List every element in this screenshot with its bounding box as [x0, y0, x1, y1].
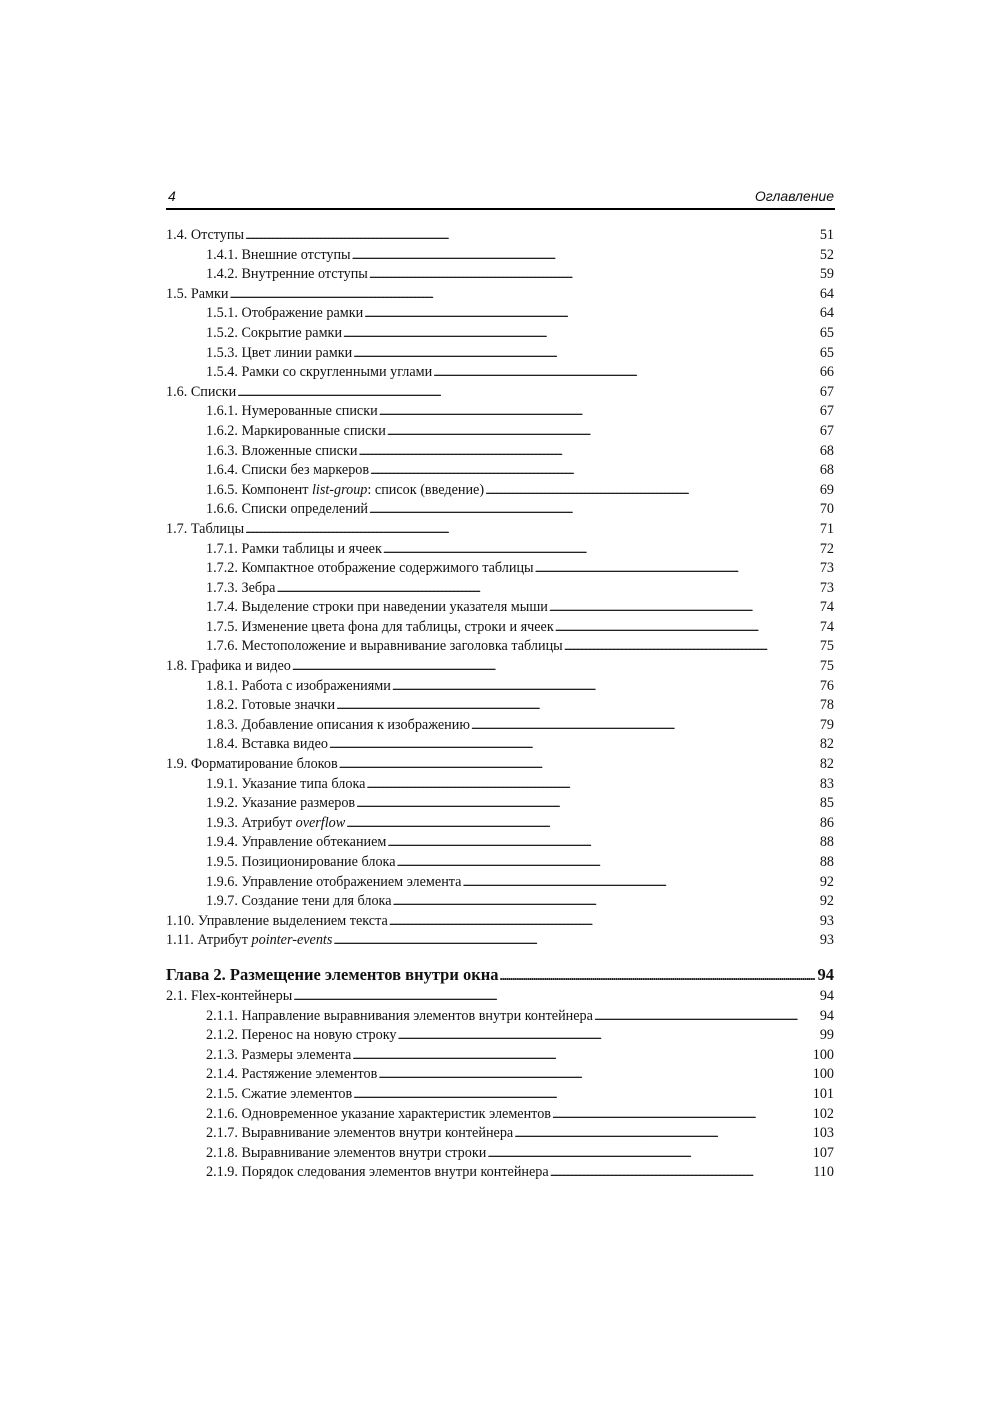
toc-entry: [166, 363, 834, 383]
toc-entry-label: 1.6.6. Списки определений: [206, 501, 369, 518]
toc-entry-label: 1.7.5. Изменение цвета фона для таблицы, строки и ячеек: [206, 618, 554, 635]
toc-entry: [166, 520, 834, 540]
leader-dots: [535, 559, 817, 579]
toc-entry: [166, 1007, 834, 1027]
toc-entry: [166, 696, 834, 716]
toc-entry: [166, 716, 834, 736]
toc-entry-label: 2.1.2. Перенос на новую строку: [206, 1027, 397, 1044]
toc-entry: [166, 987, 834, 1007]
toc-entry-label: 1.5.1. Отображение рамки: [206, 305, 364, 322]
toc-entry-page: 88: [819, 834, 834, 851]
toc-entry-page: 93: [819, 932, 834, 949]
toc-entry: [166, 677, 834, 697]
toc-entry-page: 71: [819, 520, 834, 537]
toc-chapter-page: 94: [817, 964, 834, 984]
table-of-contents: [166, 226, 834, 1183]
toc-entry-page: 85: [819, 795, 834, 812]
leader-dots: [293, 987, 817, 1007]
toc-entry-label: 1.9.2. Указание размеров: [206, 795, 356, 812]
toc-entry-label: 1.9.7. Создание тени для блока: [206, 893, 392, 910]
toc-entry-label: 1.9.5. Позиционирование блока: [206, 854, 396, 870]
toc-entry-page: 75: [819, 658, 834, 675]
leader-dots: [245, 520, 817, 540]
toc-entry-label: 1.9.1. Указание типа блока: [206, 775, 366, 792]
toc-entry-page: 75: [819, 638, 834, 655]
toc-entry-label: 1.9.3. Атрибут overflow: [206, 814, 346, 831]
leader-dots: [397, 853, 817, 873]
toc-entry-label: 1.8.2. Готовые значки: [206, 697, 336, 714]
leader-dots: [339, 755, 817, 775]
toc-entry-page: 74: [819, 618, 834, 635]
leader-dots: [499, 963, 814, 988]
toc-entry-page: 99: [819, 1027, 834, 1044]
toc-chapter-entry: [166, 963, 834, 987]
leader-dots: [370, 461, 817, 481]
toc-entry-page: 67: [819, 383, 834, 400]
toc-entry: [166, 481, 834, 501]
running-title: Оглавление: [754, 188, 834, 204]
toc-entry: [166, 285, 834, 305]
toc-entry-page: 88: [819, 854, 834, 870]
toc-entry: [166, 1144, 834, 1164]
leader-dots: [433, 363, 817, 383]
toc-entry-page: 59: [819, 266, 834, 283]
toc-entry-label: 1.6.3. Вложенные списки: [206, 442, 358, 459]
leader-dots: [369, 265, 817, 285]
leader-dots: [564, 637, 817, 657]
toc-entry-label: 2.1.3. Размеры элемента: [206, 1046, 352, 1063]
toc-entry: [166, 657, 834, 677]
toc-entry-page: 93: [819, 912, 834, 929]
toc-entry: [166, 540, 834, 560]
toc-entry: [166, 500, 834, 520]
toc-entry: [166, 304, 834, 324]
page-header: [166, 186, 835, 210]
toc-entry-label: 1.4.2. Внутренние отступы: [206, 266, 368, 283]
leader-dots: [393, 892, 817, 912]
toc-entry-label: 1.9.6. Управление отображением элемента: [206, 873, 462, 890]
toc-entry: [166, 1046, 834, 1066]
toc-entry-label: 1.5.2. Сокрытие рамки: [206, 324, 343, 341]
leader-dots: [514, 1124, 809, 1144]
toc-entry-page: 94: [819, 1007, 834, 1024]
toc-entry-page: 67: [819, 422, 834, 439]
leader-dots: [471, 716, 817, 736]
toc-entry-label: 2.1.7. Выравнивание элементов внутри контейнера: [206, 1125, 514, 1142]
toc-entry: [166, 1065, 834, 1085]
page-number: 4: [168, 188, 176, 204]
toc-entry-page: 92: [819, 893, 834, 910]
toc-entry-label: 2.1.4. Растяжение элементов: [206, 1066, 378, 1083]
leader-dots: [346, 814, 817, 834]
leader-dots: [550, 1163, 811, 1183]
toc-entry: [166, 461, 834, 481]
toc-entry: [166, 618, 834, 638]
toc-entry: [166, 422, 834, 442]
toc-entry: [166, 344, 834, 364]
toc-entry-label: 1.7. Таблицы: [166, 520, 245, 537]
leader-dots: [353, 344, 817, 364]
toc-entry: [166, 637, 834, 657]
toc-entry-label: 1.8.4. Вставка видео: [206, 736, 329, 753]
leader-dots: [387, 422, 817, 442]
leader-dots: [552, 1105, 810, 1125]
toc-entry-page: 103: [812, 1125, 834, 1142]
toc-entry-label: 1.9. Форматирование блоков: [166, 756, 338, 773]
toc-entry: [166, 1105, 834, 1125]
toc-entry: [166, 912, 834, 932]
leader-dots: [353, 1085, 810, 1105]
toc-entry-page: 101: [812, 1085, 834, 1102]
leader-dots: [383, 540, 817, 560]
toc-entry-page: 64: [819, 305, 834, 322]
toc-entry-page: 74: [819, 599, 834, 616]
toc-entry-page: 100: [812, 1046, 834, 1063]
toc-entry: [166, 735, 834, 755]
toc-entry-label: 2.1.1. Направление выравнивания элементов внутри контейнера: [206, 1007, 593, 1024]
toc-entry-page: 76: [819, 677, 834, 694]
toc-entry-page: 51: [819, 227, 834, 243]
toc-entry-page: 65: [819, 324, 834, 341]
leader-dots: [379, 402, 817, 422]
leader-dots: [378, 1065, 809, 1085]
toc-entry-label: 2.1. Flex-контейнеры: [166, 987, 293, 1004]
toc-entry-label: 2.1.9. Порядок следования элементов внутри контейнера: [206, 1164, 549, 1181]
toc-entry-page: 73: [819, 560, 834, 577]
leader-dots: [245, 226, 817, 246]
toc-entry-page: 92: [819, 873, 834, 890]
toc-entry-page: 68: [819, 442, 834, 459]
leader-dots: [352, 1046, 809, 1066]
toc-entry-page: 68: [819, 462, 834, 479]
leader-dots: [352, 246, 817, 266]
toc-chapter-label: Глава 2. Размещение элементов внутри окна: [166, 964, 499, 984]
toc-entry-page: 52: [819, 246, 834, 263]
toc-entry-label: 1.10. Управление выделением текста: [166, 912, 388, 929]
toc-entry: [166, 931, 834, 951]
leader-dots: [485, 481, 817, 501]
toc-entry-page: 94: [819, 987, 834, 1004]
toc-entry: [166, 402, 834, 422]
toc-entry: [166, 383, 834, 403]
toc-entry: [166, 833, 834, 853]
toc-entry-label: 1.4. Отступы: [166, 227, 244, 243]
toc-entry-page: 78: [819, 697, 834, 714]
toc-entry: [166, 265, 834, 285]
toc-entry: [166, 775, 834, 795]
toc-entry: [166, 442, 834, 462]
toc-entry: [166, 814, 834, 834]
leader-dots: [336, 696, 817, 716]
toc-entry-page: 82: [819, 756, 834, 773]
toc-entry-label: 1.4.1. Внешние отступы: [206, 246, 351, 263]
toc-entry-page: 73: [819, 579, 834, 596]
toc-entry-page: 65: [819, 344, 834, 361]
toc-entry: [166, 226, 834, 246]
toc-entry-label: 2.1.8. Выравнивание элементов внутри строки: [206, 1144, 487, 1161]
toc-entry: [166, 598, 834, 618]
leader-dots: [366, 775, 816, 795]
leader-dots: [329, 735, 817, 755]
leader-dots: [292, 657, 817, 677]
leader-dots: [237, 383, 817, 403]
leader-dots: [462, 873, 816, 893]
toc-entry-page: 86: [819, 814, 834, 831]
toc-entry: [166, 246, 834, 266]
toc-entry-page: 83: [819, 775, 834, 792]
leader-dots: [487, 1144, 809, 1164]
toc-entry-label: 1.7.3. Зебра: [206, 579, 276, 596]
toc-entry-label: 1.7.2. Компактное отображение содержимого таблицы: [206, 560, 534, 577]
toc-entry-label: 2.1.6. Одновременное указание характеристик элементов: [206, 1105, 551, 1122]
toc-entry-label: 1.5.3. Цвет линии рамки: [206, 344, 353, 361]
toc-entry-label: 2.1.5. Сжатие элементов: [206, 1085, 353, 1102]
toc-entry: [166, 873, 834, 893]
leader-dots: [356, 794, 817, 814]
toc-entry-label: 1.6.2. Маркированные списки: [206, 422, 386, 439]
toc-entry: [166, 559, 834, 579]
toc-entry: [166, 755, 834, 775]
toc-entry-label: 1.7.1. Рамки таблицы и ячеек: [206, 540, 382, 557]
toc-entry-label: 1.6.5. Компонент list-group: список (введение): [206, 481, 485, 498]
toc-entry-page: 110: [813, 1164, 834, 1181]
toc-entry-page: 107: [812, 1144, 834, 1161]
toc-entry: [166, 1085, 834, 1105]
toc-entry-page: 100: [812, 1066, 834, 1083]
toc-entry-page: 69: [819, 481, 834, 498]
toc-entry-page: 64: [819, 285, 834, 302]
leader-dots: [364, 304, 817, 324]
leader-dots: [387, 833, 816, 853]
leader-dots: [392, 677, 817, 697]
toc-entry-label: 1.11. Атрибут pointer-events: [166, 932, 333, 949]
leader-dots: [333, 931, 816, 951]
toc-entry-page: 70: [819, 501, 834, 518]
toc-entry-label: 1.8.3. Добавление описания к изображению: [206, 716, 470, 733]
toc-entry-page: 72: [819, 540, 834, 557]
toc-entry: [166, 1163, 834, 1183]
toc-entry: [166, 1026, 834, 1046]
toc-entry-label: 1.8. Графика и видео: [166, 658, 291, 675]
toc-entry-label: 1.5.4. Рамки со скругленными углами: [206, 364, 433, 381]
toc-entry: [166, 794, 834, 814]
toc-entry-label: 1.5. Рамки: [166, 285, 229, 302]
leader-dots: [276, 579, 816, 599]
toc-entry: [166, 324, 834, 344]
leader-dots: [549, 598, 817, 618]
toc-entry-page: 102: [812, 1105, 834, 1122]
toc-entry: [166, 579, 834, 599]
toc-entry-label: 1.8.1. Работа с изображениями: [206, 677, 391, 694]
leader-dots: [369, 500, 817, 520]
toc-entry: [166, 853, 834, 873]
leader-dots: [555, 618, 817, 638]
toc-entry-page: 67: [819, 403, 834, 420]
toc-entry-page: 79: [819, 716, 834, 733]
leader-dots: [389, 912, 817, 932]
toc-entry-label: 1.7.6. Местоположение и выравнивание заголовка таблицы: [206, 638, 563, 655]
leader-dots: [594, 1007, 817, 1027]
leader-dots: [343, 324, 817, 344]
toc-entry-page: 66: [819, 364, 834, 381]
toc-entry: [166, 1124, 834, 1144]
toc-entry-label: 1.9.4. Управление обтеканием: [206, 834, 387, 851]
toc-entry: [166, 892, 834, 912]
toc-entry-label: 1.6.1. Нумерованные списки: [206, 403, 378, 420]
toc-entry-page: 82: [819, 736, 834, 753]
leader-dots: [359, 442, 817, 462]
leader-dots: [229, 285, 816, 305]
toc-entry-label: 1.7.4. Выделение строки при наведении указателя мыши: [206, 599, 548, 616]
toc-entry-label: 1.6. Списки: [166, 383, 237, 400]
toc-entry-label: 1.6.4. Списки без маркеров: [206, 462, 370, 479]
leader-dots: [398, 1026, 817, 1046]
